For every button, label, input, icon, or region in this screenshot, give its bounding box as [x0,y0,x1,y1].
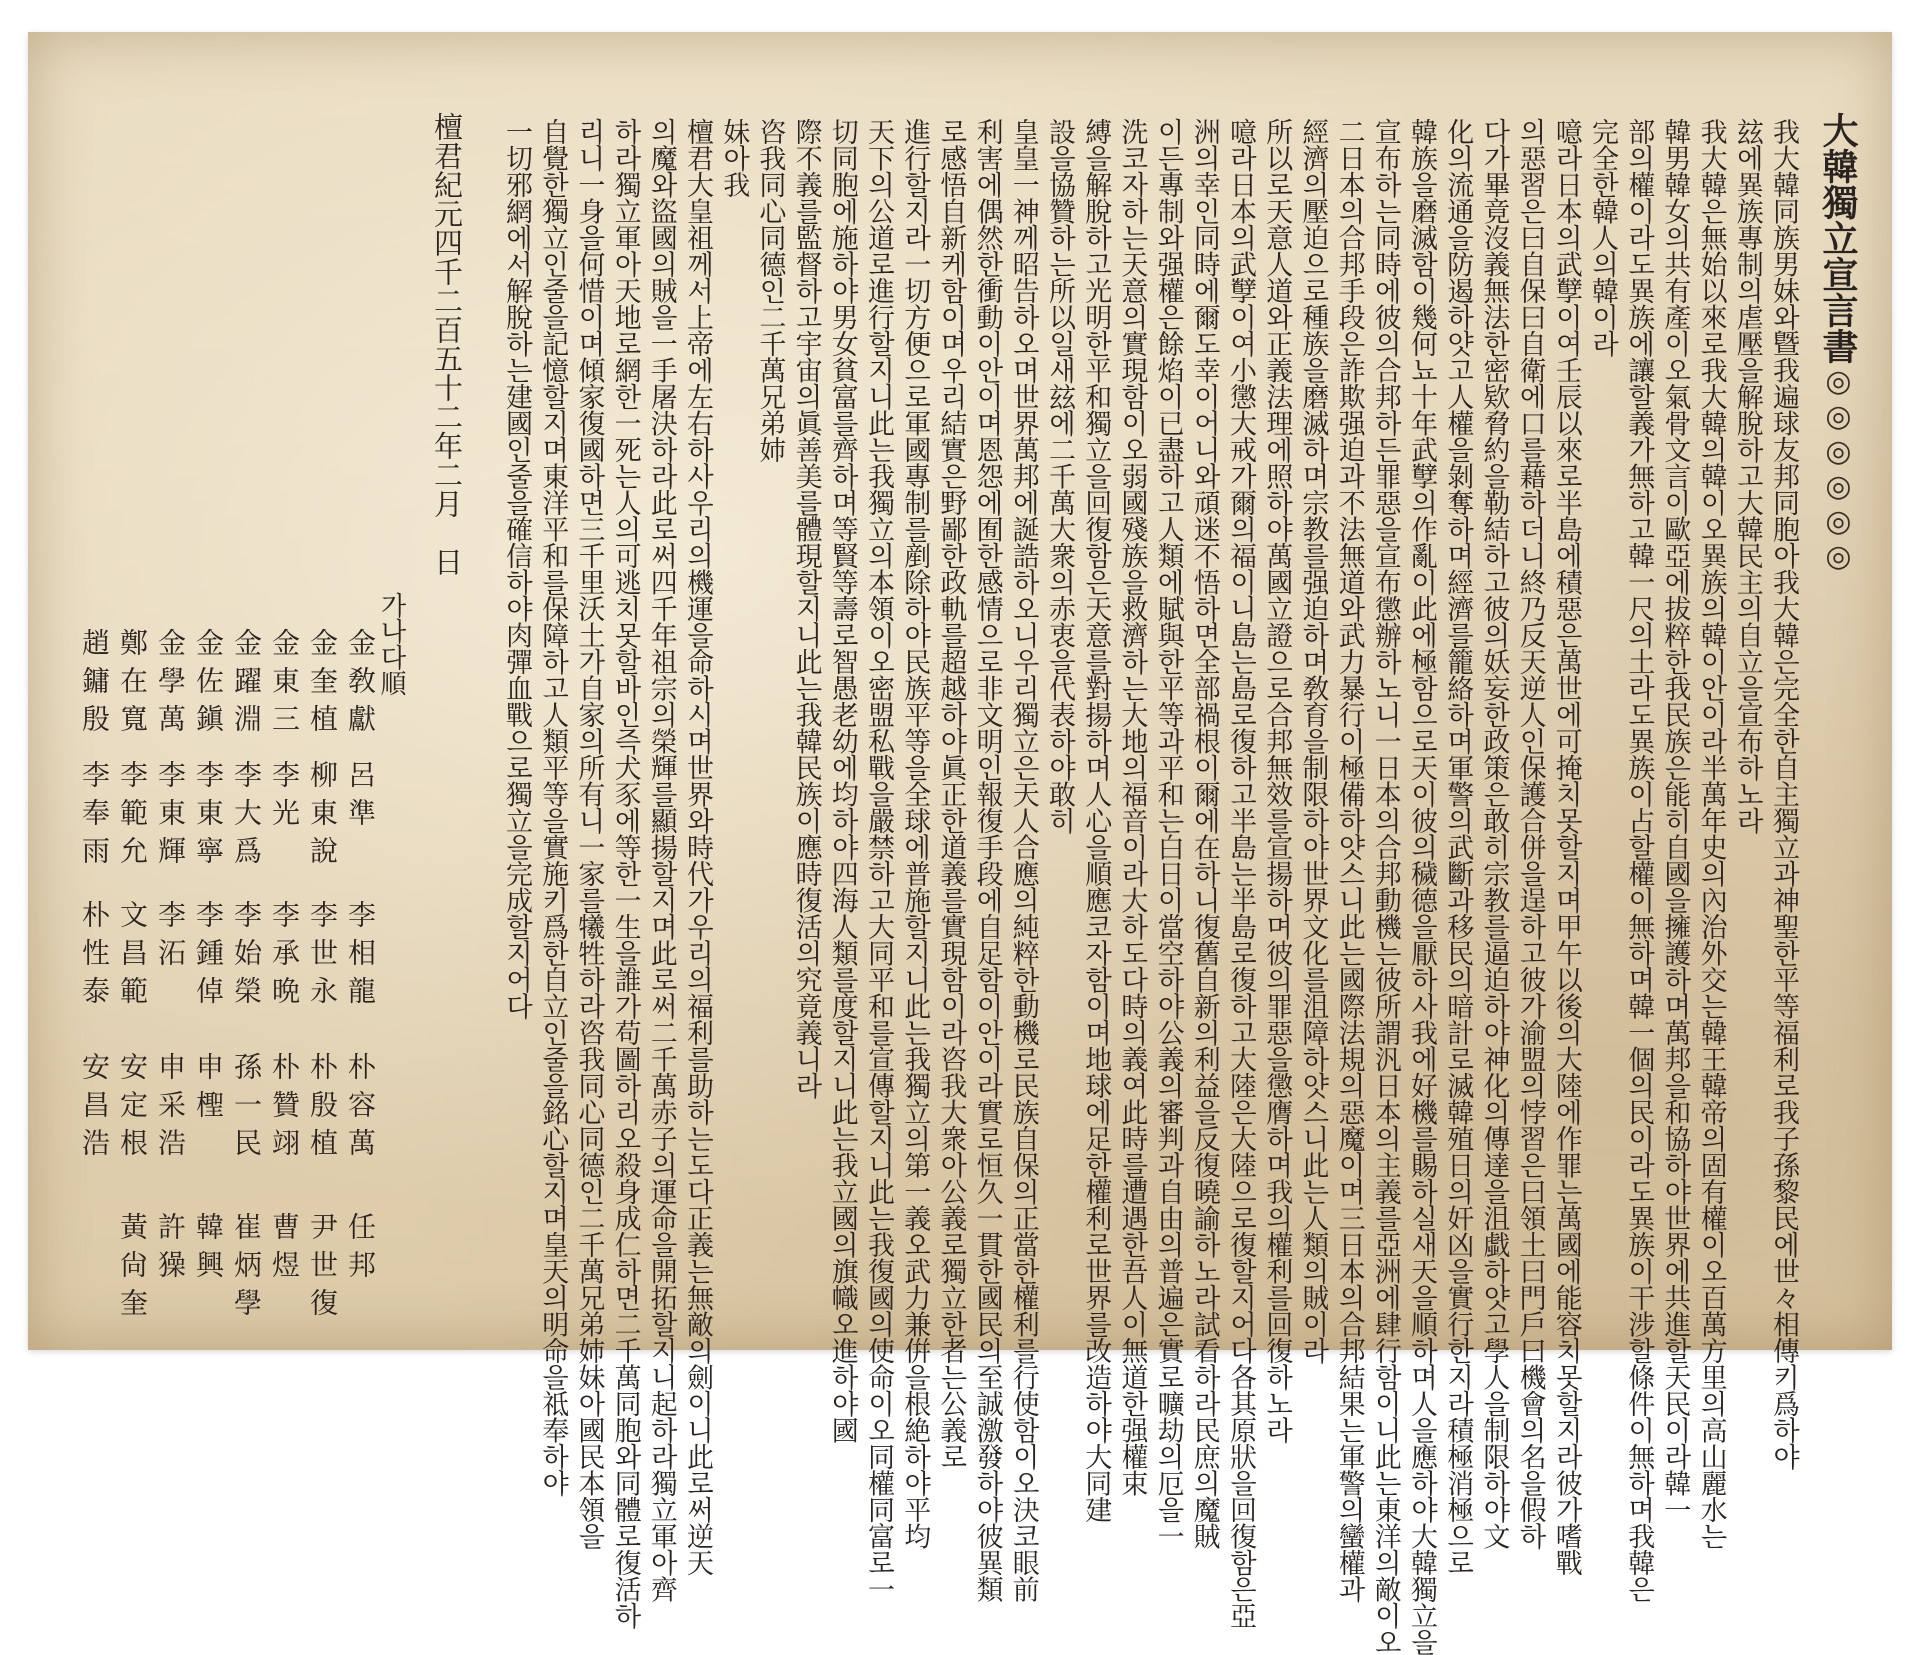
signatory-name: 朴容萬 [344,1052,377,1166]
body-column: 利害에偶然한衝動이안이며恩怨에囿한感情으로非文明인報復手段에自足함이안이라實로恒久一貫한國民의至誠激發하야彼異類 [971,118,1003,1602]
signatory-name: 許𤢖 [154,1212,187,1288]
signatory-name: 呂準 [344,760,377,836]
body-column: 妹아我 [718,118,750,198]
body-column: 縛을解脫하고光明한平和獨立을回復함은天意를對揚하며人心을順應코자함이며地球에足한權利로世界를改造하야大同建 [1080,118,1112,1523]
body-column: 部의權이라도異族에讓할義가無하고韓一尺의土라도異族이占할權이無하며韓一個의民이라도異族이干涉할條件이無하며我韓은 [1623,118,1655,1602]
signatory-name: 李大爲 [230,760,263,874]
signatory-name: 金奎植 [306,628,339,742]
signatory-name: 韓興 [192,1212,225,1288]
body-column: 하라獨立軍아天地로網한一死는人의可逃치못할바인즉犬豕에等한一生을誰가苟圖하리오殺身成仁하면二千萬同胞와同體로復活하 [609,118,641,1629]
title-ornament: ◎◎◎◎◎◎ [1821,364,1856,574]
body-column: 洲의幸인同時에爾도幸이어니와頑迷不悟하면全部禍根이爾에在하니復舊自新의利益을反復曉諭하노라試看하라民庶의魔賊 [1188,118,1220,1549]
body-column: 進行할지라一切方便으로軍國專制를剷除하야民族平等을全球에普施할지니此는我獨立의第一義오武力兼倂을根絶하야平均 [899,118,931,1549]
body-column: 洗코자하는天意의實現함이오弱國殘族을救濟하는大地의福音이라大하도다時의義여此時를遭遇한吾人이無道한强權束 [1116,118,1148,1496]
body-column: 다가畢竟沒義無法한密欵脅約을勒結하고彼의妖妄한政策은敢히宗教를逼迫하야神化의傳達을沮戱하얏고學人을制限하야文 [1478,118,1510,1549]
body-column: 設을協贊하는所以일새玆에二千萬大衆의赤衷을代表하야敢히 [1044,118,1075,834]
body-column: 의惡習은曰自保曰自衛에口를藉하더니終乃反天逆人인保護合併을逞하고彼가渝盟의悖習은曰領土曰門戶曰機會의名을假하 [1514,118,1546,1549]
body-column: 切同胞에施하야男女貧富를齊하며等賢等壽로智愚老幼에均하야四海人類를度할지니此는我立國의旗幟오進하야國 [826,118,858,1443]
signatory-name: 李鍾倬 [192,900,225,1014]
signatory-name: 李相龍 [344,900,377,1014]
body-column: 天下의公道로進行할지니此는我獨立의本領이오密盟私戰을嚴禁하고大同平和를宣傳할지니此는我復國의使命이오同權同富로一 [863,118,894,1602]
signatory-name: 李光 [268,760,301,836]
date-line: 檀君紀元四千二百五十二年二月 日 [430,112,464,576]
body-column: 噫라日本의武孼이여小懲大戒가爾의福이니島는島로復하고半島는半島로復하고大陸은大陸으로復할지어다各其原狀을回復함은亞 [1225,118,1256,1629]
body-column: 리니一身을何惜이며傾家復國하면三千里沃土가自家의所有니一家를犧牲하라咨我同心同德인二千萬兄弟姉妹아國民本領을 [573,118,605,1549]
body-column: 我大韓同族男妹와曁我遍球友邦同胞아我大韓은完全한自主獨立과神聖한平等福利로我子孫黎民에世々相傳키爲하야 [1768,118,1799,1470]
signatory-name: 李東輝 [154,760,187,874]
body-column: 檀君大皇祖께서上帝에左右하사우리의機運을命하시며世界와時代가우리의福利를助하는도다正義는無敵의劍이니此로써逆天 [682,118,713,1576]
signatory-name: 李世永 [306,900,339,1014]
body-column: 際不義를監督하고宇宙의眞善美를體現할지니此는我韓民族이應時復活의究竟義니라 [790,118,822,1099]
signatory-name: 柳東說 [306,760,339,874]
signatories-heading: 가나다順 [376,592,406,696]
signatory-name: 金敎獻 [344,628,377,742]
signatory-name: 黃尙奎 [116,1212,149,1326]
signatory-name: 文昌範 [116,900,149,1014]
signatory-name: 尹世復 [306,1212,339,1326]
signatory-name: 李承晩 [268,900,301,1014]
signatory-name: 趙鏞殷 [78,628,111,742]
signatory-name: 李沰 [154,900,187,976]
body-column: 完全한韓人의韓이라 [1587,118,1618,357]
signatory-name: 孫一民 [230,1052,263,1166]
body-column: 韓族을磨滅함이幾何뇨十年武孼의作亂이此에極함으로天이彼의穢德을厭하사我에好機를賜하실새天을順하며人을應하야大韓獨立을 [1406,118,1437,1655]
signatory-name: 任邦 [344,1212,377,1288]
signatory-name: 李始榮 [230,900,263,1014]
signatory-name: 李範允 [116,760,149,874]
body-column: 化의流通을防遏하얏고人權을剝奪하며經濟를籠絡하며軍警의武斷과移民의暗計로滅韓殖日의奸凶을實行한지라積極消極으로 [1442,118,1474,1576]
signatory-name: 朴贊翊 [268,1052,301,1166]
body-column: 二日本의合邦手段은詐欺强迫과不法無道와武力暴行이極備하얏스니此는國際法規의惡魔이며三日本의合邦結果는軍警의蠻權과 [1333,118,1365,1602]
signatory-name: 朴殷植 [306,1052,339,1166]
body-column: 의魔와盜國의賊을一手屠決하라此로써四千年祖宗의榮輝를顯揚할지며此로써二千萬赤子의運命을開拓할지니起하라獨立軍아齊 [645,118,677,1602]
signatory-name: 安昌浩 [78,1052,111,1166]
body-column: 所以로天意人道와正義法理에照하야萬國立證으로合邦無效를宣揚하며彼의罪惡을懲膺하며我의權利를回復하노라 [1261,118,1293,1443]
body-column: 宣布하는同時에彼의合邦하든罪惡을宣布懲辦하노니一日本의合邦動機는彼所謂汎日本의主義를亞洲에肆行함이니此는東洋의敵이오 [1369,118,1401,1655]
body-column: 一切邪網에서解脫하는建國인줄을確信하야肉彈血戰으로獨立을完成할지어다 [501,118,532,1019]
signatory-name: 金佐鎭 [192,628,225,742]
body-column: 皇皇一神께昭告하오며世界萬邦에誕誥하오니우리獨立은天人合應의純粹한動機로民族自保의正當한權利를行使함이오決코眼前 [1007,118,1039,1602]
document-title [1817,112,1859,574]
declaration-paper [28,32,1892,1655]
body-column: 噫라日本의武孼이여壬辰以來로半島에積惡은萬世에可掩치못할지며甲午以後의大陸에作罪는萬國에能容치못할지라彼가嗜戰 [1550,118,1582,1576]
signatory-name: 金躍淵 [230,628,263,742]
signatory-name: 朴性泰 [78,900,111,1014]
title-text: 大韓獨立宣言書 [1817,112,1859,364]
signatory-name: 金東三 [268,628,301,742]
body-column: 玆에異族專制의虐壓을解脫하고大韓民主의自立을宣布하노라 [1731,118,1763,834]
signatory-name: 曹煜 [268,1212,301,1288]
signatory-name: 安定根 [116,1052,149,1166]
signatory-name: 崔炳學 [230,1212,263,1326]
body-column: 經濟의壓迫으로種族을磨滅하며宗教를强迫하며敎育을制限하야世界文化를沮障하얏스니此는人類의賊이라 [1297,118,1329,1364]
body-column: 로感悟自新케함이며우리結實은野鄙한政軌를超越하야眞正한道義를實現함이라咨我大衆아公義로獨立한者는公義로 [935,118,967,1470]
signatory-name: 李奉雨 [78,760,111,874]
signatory-name: 李東寧 [192,760,225,874]
body-column: 韓男韓女의共有產이오氣骨文言이歐亞에拔粹한我民族은能히自國을擁護하며萬邦을和協하야世界에共進할天民이라韓一 [1659,118,1691,1523]
body-column: 咨我同心同德인二千萬兄弟姉 [754,118,786,463]
body-column: 이든專制와强權은餘焰이已盡하고人類에賦與한平等과平和는白日이當空하야公義의審判과自由의普遍은實로曠劫의厄을一 [1152,118,1184,1549]
signatory-name: 申采浩 [154,1052,187,1166]
signatory-name: 鄭在寬 [116,628,149,742]
body-column: 自覺한獨立인줄을記憶할지며東洋平和를保障하고人類平等을實施키爲한自立인줄을銘心할지며皇天의明命을祗奉하야 [537,118,569,1496]
signatory-name: 金學萬 [154,628,187,742]
signatory-name: 申檉 [192,1052,225,1128]
body-column: 我大韓은無始以來로我大韓의韓이오異族의韓이안이라半萬年史의內治外交는韓王韓帝의固有權이오百萬方里의高山麗水는 [1695,118,1727,1549]
